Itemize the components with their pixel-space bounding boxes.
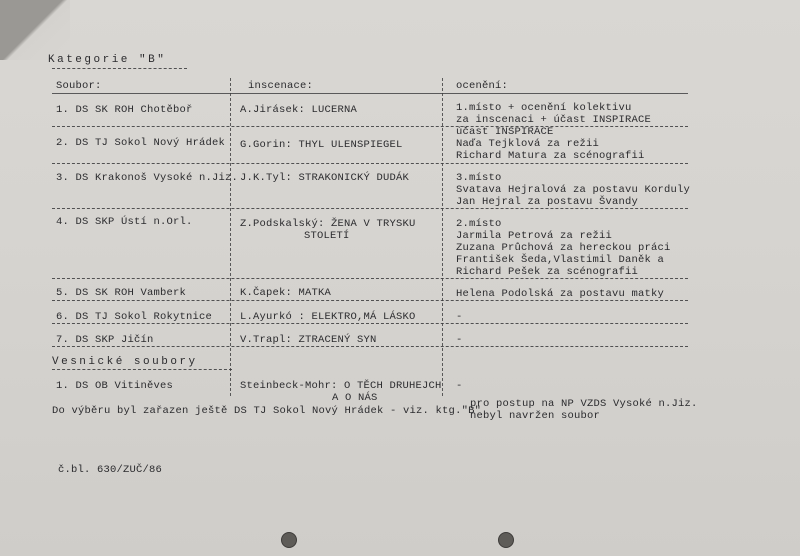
note-right: nebyl navržen soubor — [470, 410, 601, 422]
row-rule — [52, 323, 688, 324]
document-reference: č.bl. 630/ZUČ/86 — [58, 464, 163, 476]
row-oceneni: 2.místo — [456, 218, 502, 230]
village-inscenace: Steinbeck-Mohr: O TĚCH DRUHEJCH — [240, 380, 442, 392]
row-inscenace: K.Čapek: MATKA — [240, 287, 332, 299]
note-right: pro postup na NP VZDS Vysoké n.Jiz. — [470, 398, 698, 410]
row-soubor: 4. DS SKP Ústí n.Orl. — [56, 216, 193, 228]
row-oceneni: Jarmila Petrová za režii — [456, 230, 613, 242]
row-inscenace: G.Gorin: THYL ULENSPIEGEL — [240, 139, 403, 151]
row-rule — [52, 278, 688, 279]
row-oceneni: 3.místo — [456, 172, 502, 184]
row-inscenace: J.K.Tyl: STRAKONICKÝ DUDÁK — [240, 172, 410, 184]
row-oceneni: Zuzana Průchová za hereckou práci — [456, 242, 671, 254]
punch-hole — [281, 532, 297, 548]
row-soubor: 7. DS SKP Jičín — [56, 334, 154, 346]
row-rule — [52, 163, 688, 164]
village-oceneni: - — [456, 380, 463, 392]
row-oceneni: Richard Matura za scénografii — [456, 150, 645, 162]
header-soubor: Soubor: — [56, 80, 102, 92]
header-oceneni: ocenění: — [456, 80, 509, 92]
header-rule — [52, 93, 688, 94]
row-oceneni: Jan Hejral za postavu Švandy — [456, 196, 639, 208]
village-underline — [52, 369, 232, 370]
row-inscenace: L.Ayurkó : ELEKTRO,MÁ LÁSKO — [240, 311, 416, 323]
row-soubor: 6. DS TJ Sokol Rokytnice — [56, 311, 213, 323]
row-oceneni: - — [456, 311, 463, 323]
note-left: Do výběru byl zařazen ještě DS TJ Sokol Nový Hrádek - viz. ktg."B" — [52, 405, 482, 417]
row-oceneni: František Šeda,Vlastimil Daněk a — [456, 254, 665, 266]
row-inscenace: Z.Podskalský: ŽENA V TRYSKU — [240, 218, 416, 230]
category-heading: Kategorie "B" — [48, 54, 167, 66]
row-oceneni: 1.místo + ocenění kolektivu — [456, 102, 632, 114]
row-soubor: 2. DS TJ Sokol Nový Hrádek — [56, 137, 226, 149]
village-heading: Vesnické soubory — [52, 356, 198, 368]
row-rule — [52, 300, 688, 301]
village-inscenace: A O NÁS — [332, 392, 378, 404]
row-rule — [52, 208, 688, 209]
header-inscenace: inscenace: — [248, 80, 314, 92]
row-soubor: 5. DS SK ROH Vamberk — [56, 287, 187, 299]
row-oceneni: Svatava Hejralová za postavu Korduly — [456, 184, 691, 196]
row-inscenace: STOLETÍ — [304, 230, 350, 242]
row-soubor: 3. DS Krakonoš Vysoké n.Jiz. — [56, 172, 239, 184]
row-oceneni: - — [456, 334, 463, 346]
row-oceneni: Naďa Tejklová za režii — [456, 138, 600, 150]
heading-underline — [52, 68, 187, 69]
row-oceneni: Richard Pešek za scénografii — [456, 266, 639, 278]
punch-hole — [498, 532, 514, 548]
village-soubor: 1. DS OB Vitiněves — [56, 380, 174, 392]
row-oceneni: Helena Podolská za postavu matky — [456, 288, 665, 300]
folded-corner — [0, 0, 70, 60]
row-inscenace: A.Jirásek: LUCERNA — [240, 104, 358, 116]
row-oceneni: účast INSPIRACE — [456, 126, 554, 138]
row-oceneni: za inscenaci + účast INSPIRACE — [456, 114, 652, 126]
row-inscenace: V.Trapl: ZTRACENÝ SYN — [240, 334, 377, 346]
row-rule — [52, 346, 688, 347]
row-soubor: 1. DS SK ROH Chotěboř — [56, 104, 193, 116]
